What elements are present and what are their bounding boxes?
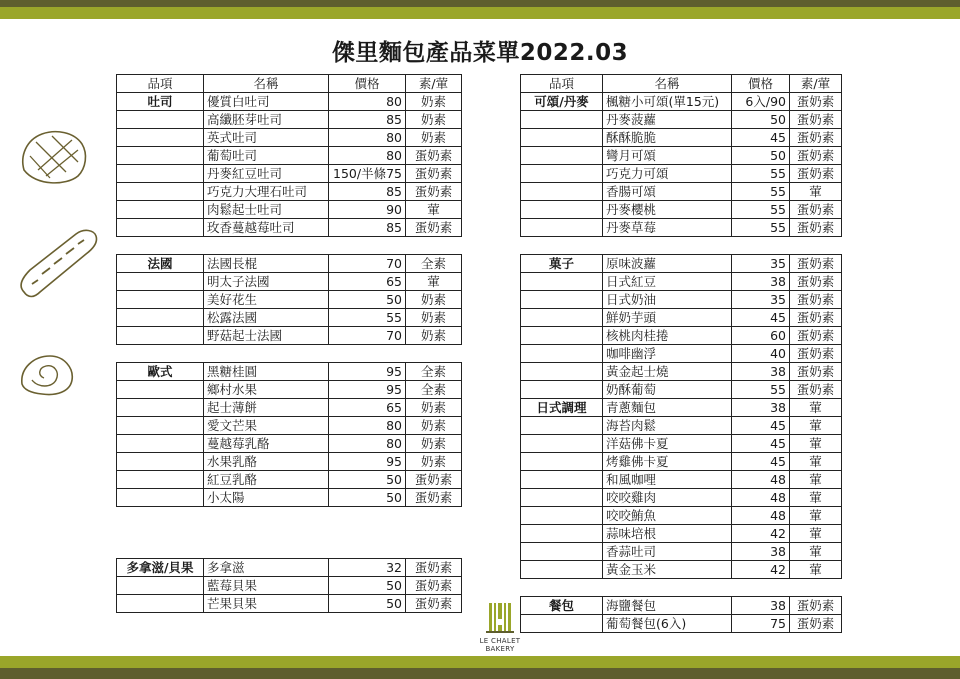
item-type: 奶素: [406, 129, 462, 147]
table-row: [521, 147, 842, 165]
table-row: [521, 381, 842, 399]
item-name: 法國長棍: [204, 255, 329, 273]
item-type: 奶素: [406, 93, 462, 111]
item-price: 95: [329, 381, 406, 399]
table-row: [521, 453, 842, 471]
item-price: 80: [329, 147, 406, 165]
header-type: 素/葷: [406, 75, 462, 93]
item-type: 全素: [406, 363, 462, 381]
category-cell: [521, 309, 603, 327]
spacer-row: [117, 507, 462, 525]
item-price: 85: [329, 183, 406, 201]
bakery-logo: [466, 603, 534, 653]
category-cell: [521, 183, 603, 201]
item-type: 葷: [790, 399, 842, 417]
spacer-row: [117, 237, 462, 255]
item-price: 65: [329, 273, 406, 291]
item-type: 蛋奶素: [790, 309, 842, 327]
table-row: [521, 201, 842, 219]
item-type: 蛋奶素: [790, 93, 842, 111]
category-cell: [521, 507, 603, 525]
item-type: 奶素: [406, 327, 462, 345]
category-cell: [521, 219, 603, 237]
item-price: 45: [732, 309, 790, 327]
table-row: [521, 309, 842, 327]
category-cell: [521, 327, 603, 345]
category-cell: [117, 309, 204, 327]
category-cell: [117, 435, 204, 453]
category-cell: [521, 147, 603, 165]
menu-table-right: [520, 74, 842, 633]
table-row: [521, 489, 842, 507]
item-name: 蒜味培根: [603, 525, 732, 543]
bread-loaf-icon: [16, 126, 92, 188]
item-name: 丹麥菠蘿: [603, 111, 732, 129]
item-type: 蛋奶素: [406, 219, 462, 237]
item-name: 原味波蘿: [603, 255, 732, 273]
header-price: 價格: [732, 75, 790, 93]
table-row: [117, 273, 462, 291]
item-name: 海苔肉鬆: [603, 417, 732, 435]
item-price: 55: [732, 381, 790, 399]
item-name: 咬咬鮪魚: [603, 507, 732, 525]
category-cell: [521, 561, 603, 579]
category-cell: [521, 381, 603, 399]
table-row: [117, 93, 462, 111]
category-cell: 歐式: [117, 363, 204, 381]
category-cell: 餐包: [521, 597, 603, 615]
category-cell: [521, 417, 603, 435]
table-row: [521, 273, 842, 291]
table-row: [117, 595, 462, 613]
item-type: 奶素: [406, 453, 462, 471]
item-price: 85: [329, 111, 406, 129]
category-cell: [521, 345, 603, 363]
item-price: 48: [732, 489, 790, 507]
item-type: 蛋奶素: [790, 381, 842, 399]
category-cell: [521, 543, 603, 561]
item-name: 芒果貝果: [204, 595, 329, 613]
table-row: [521, 615, 842, 633]
table-row: [117, 129, 462, 147]
item-type: 葷: [790, 561, 842, 579]
item-price: 45: [732, 453, 790, 471]
item-price: 55: [329, 309, 406, 327]
table-row: [521, 417, 842, 435]
item-type: 蛋奶素: [790, 147, 842, 165]
item-price: 80: [329, 435, 406, 453]
logo-text: LE CHALET BAKERY: [479, 637, 521, 653]
item-price: 35: [732, 255, 790, 273]
page-title: 傑里麵包產品菜單2022.03: [331, 40, 629, 66]
header-category: 品項: [521, 75, 603, 93]
item-price: 50: [329, 291, 406, 309]
category-cell: 吐司: [117, 93, 204, 111]
menu-table-left: [116, 74, 462, 613]
item-name: 英式吐司: [204, 129, 329, 147]
item-price: 38: [732, 543, 790, 561]
category-cell: [117, 273, 204, 291]
item-type: 蛋奶素: [790, 129, 842, 147]
category-cell: [117, 453, 204, 471]
top-olive-band: [0, 7, 960, 19]
item-name: 青蔥麵包: [603, 399, 732, 417]
item-price: 80: [329, 93, 406, 111]
item-name: 丹麥櫻桃: [603, 201, 732, 219]
table-row: [117, 559, 462, 577]
item-type: 葷: [790, 417, 842, 435]
item-name: 藍莓貝果: [204, 577, 329, 595]
spacer-row: [117, 524, 462, 541]
item-type: 蛋奶素: [790, 255, 842, 273]
category-cell: [521, 453, 603, 471]
category-cell: [117, 381, 204, 399]
item-name: 烤雞佛卡夏: [603, 453, 732, 471]
item-type: 葷: [790, 183, 842, 201]
item-name: 酥酥脆脆: [603, 129, 732, 147]
item-type: 葷: [406, 201, 462, 219]
category-cell: [117, 595, 204, 613]
category-cell: [117, 165, 204, 183]
item-type: 蛋奶素: [406, 147, 462, 165]
item-name: 蔓越莓乳酪: [204, 435, 329, 453]
item-type: 葷: [790, 543, 842, 561]
item-name: 咖啡幽浮: [603, 345, 732, 363]
item-type: 奶素: [406, 417, 462, 435]
item-type: 蛋奶素: [790, 327, 842, 345]
table-row: [521, 435, 842, 453]
item-type: 蛋奶素: [790, 363, 842, 381]
item-type: 蛋奶素: [790, 597, 842, 615]
category-cell: [521, 129, 603, 147]
bottom-olive-band: [0, 656, 960, 668]
item-name: 美好花生: [204, 291, 329, 309]
spacer-row: [117, 541, 462, 559]
table-row: [117, 309, 462, 327]
category-cell: [521, 201, 603, 219]
item-price: 55: [732, 183, 790, 201]
item-type: 奶素: [406, 435, 462, 453]
item-name: 彎月可頌: [603, 147, 732, 165]
spacer-row: [521, 237, 842, 255]
item-type: 葷: [406, 273, 462, 291]
item-type: 葷: [790, 489, 842, 507]
item-name: 香腸可頌: [603, 183, 732, 201]
item-type: 蛋奶素: [790, 291, 842, 309]
table-row: [117, 219, 462, 237]
item-name: 愛文芒果: [204, 417, 329, 435]
spacer-row: [521, 579, 842, 597]
item-price: 80: [329, 417, 406, 435]
item-name: 玫香蔓越莓吐司: [204, 219, 329, 237]
item-type: 葷: [790, 525, 842, 543]
item-price: 70: [329, 255, 406, 273]
item-price: 85: [329, 219, 406, 237]
item-name: 小太陽: [204, 489, 329, 507]
table-row: [521, 129, 842, 147]
item-type: 奶素: [406, 399, 462, 417]
category-cell: 可頌/丹麥: [521, 93, 603, 111]
item-name: 和風咖哩: [603, 471, 732, 489]
item-type: 蛋奶素: [790, 165, 842, 183]
item-name: 優質白吐司: [204, 93, 329, 111]
table-row: [521, 183, 842, 201]
item-price: 42: [732, 525, 790, 543]
item-price: 40: [732, 345, 790, 363]
item-name: 核桃肉桂捲: [603, 327, 732, 345]
item-price: 48: [732, 507, 790, 525]
item-price: 95: [329, 363, 406, 381]
table-row: [117, 255, 462, 273]
header-row: [521, 75, 842, 93]
item-name: 明太子法國: [204, 273, 329, 291]
item-name: 多拿滋: [204, 559, 329, 577]
item-name: 葡萄餐包(6入): [603, 615, 732, 633]
table-row: [117, 327, 462, 345]
table-row: [521, 327, 842, 345]
table-row: [521, 255, 842, 273]
item-name: 巧克力大理石吐司: [204, 183, 329, 201]
item-type: 奶素: [406, 309, 462, 327]
item-price: 55: [732, 219, 790, 237]
table-row: [117, 417, 462, 435]
header-name: 名稱: [204, 75, 329, 93]
category-cell: [521, 291, 603, 309]
table-row: [117, 111, 462, 129]
spacer-row: [117, 345, 462, 363]
item-name: 楓糖小可頌(單15元): [603, 93, 732, 111]
item-type: 全素: [406, 255, 462, 273]
table-row: [521, 93, 842, 111]
item-price: 32: [329, 559, 406, 577]
category-cell: [521, 525, 603, 543]
item-type: 蛋奶素: [406, 471, 462, 489]
table-row: [521, 219, 842, 237]
table-row: [521, 543, 842, 561]
baguette-icon: [14, 226, 100, 304]
item-price: 48: [732, 471, 790, 489]
table-row: [117, 201, 462, 219]
item-name: 巧克力可頌: [603, 165, 732, 183]
item-name: 咬咬雞肉: [603, 489, 732, 507]
item-type: 葷: [790, 471, 842, 489]
category-cell: [117, 147, 204, 165]
item-name: 鄉村水果: [204, 381, 329, 399]
category-cell: [117, 219, 204, 237]
item-price: 38: [732, 273, 790, 291]
category-cell: [117, 183, 204, 201]
item-price: 50: [732, 111, 790, 129]
item-price: 75: [732, 615, 790, 633]
table-row: [521, 471, 842, 489]
category-cell: [117, 291, 204, 309]
item-type: 蛋奶素: [790, 273, 842, 291]
table-row: [117, 489, 462, 507]
item-type: 葷: [790, 453, 842, 471]
category-cell: [521, 435, 603, 453]
category-cell: [521, 489, 603, 507]
item-type: 蛋奶素: [790, 345, 842, 363]
item-name: 肉鬆起士吐司: [204, 201, 329, 219]
item-type: 葷: [790, 507, 842, 525]
table-row: [117, 453, 462, 471]
item-name: 海鹽餐包: [603, 597, 732, 615]
header-price: 價格: [329, 75, 406, 93]
category-cell: 多拿滋/貝果: [117, 559, 204, 577]
item-price: 45: [732, 417, 790, 435]
item-name: 丹麥紅豆吐司: [204, 165, 329, 183]
chalet-logo-icon: [486, 603, 514, 633]
item-name: 奶酥葡萄: [603, 381, 732, 399]
category-cell: [117, 399, 204, 417]
item-price: 150/半條75: [329, 165, 406, 183]
item-price: 50: [329, 471, 406, 489]
item-price: 45: [732, 435, 790, 453]
category-cell: [521, 363, 603, 381]
item-type: 葷: [790, 435, 842, 453]
category-cell: [521, 471, 603, 489]
table-row: [117, 183, 462, 201]
item-price: 90: [329, 201, 406, 219]
item-type: 蛋奶素: [406, 559, 462, 577]
category-cell: [117, 471, 204, 489]
item-price: 38: [732, 363, 790, 381]
table-row: [117, 577, 462, 595]
item-price: 50: [329, 595, 406, 613]
item-price: 50: [732, 147, 790, 165]
header-category: 品項: [117, 75, 204, 93]
item-name: 葡萄吐司: [204, 147, 329, 165]
item-name: 黑糖桂圓: [204, 363, 329, 381]
table-row: [521, 597, 842, 615]
table-row: [521, 111, 842, 129]
item-name: 鮮奶芋頭: [603, 309, 732, 327]
table-row: [117, 399, 462, 417]
item-name: 黃金玉米: [603, 561, 732, 579]
item-price: 50: [329, 577, 406, 595]
item-type: 蛋奶素: [790, 615, 842, 633]
item-name: 松露法國: [204, 309, 329, 327]
cinnamon-roll-icon: [16, 350, 78, 398]
item-price: 55: [732, 201, 790, 219]
table-row: [521, 345, 842, 363]
table-row: [117, 165, 462, 183]
item-price: 38: [732, 597, 790, 615]
item-type: 蛋奶素: [790, 201, 842, 219]
item-price: 55: [732, 165, 790, 183]
table-row: [117, 291, 462, 309]
header-type: 素/葷: [790, 75, 842, 93]
item-name: 黃金起士燒: [603, 363, 732, 381]
category-cell: [117, 489, 204, 507]
category-cell: 日式調理: [521, 399, 603, 417]
item-name: 紅豆乳酪: [204, 471, 329, 489]
item-price: 50: [329, 489, 406, 507]
item-type: 蛋奶素: [406, 165, 462, 183]
item-price: 80: [329, 129, 406, 147]
item-name: 水果乳酪: [204, 453, 329, 471]
table-row: [117, 363, 462, 381]
table-row: [521, 507, 842, 525]
item-name: 洋菇佛卡夏: [603, 435, 732, 453]
category-cell: [117, 577, 204, 595]
item-type: 蛋奶素: [790, 219, 842, 237]
item-type: 蛋奶素: [406, 577, 462, 595]
bottom-dark-band: [0, 668, 960, 679]
item-price: 70: [329, 327, 406, 345]
item-price: 95: [329, 453, 406, 471]
item-name: 起士薄餅: [204, 399, 329, 417]
item-price: 45: [732, 129, 790, 147]
category-cell: [521, 273, 603, 291]
item-price: 38: [732, 399, 790, 417]
item-type: 奶素: [406, 111, 462, 129]
top-dark-band: [0, 0, 960, 7]
item-price: 42: [732, 561, 790, 579]
item-price: 35: [732, 291, 790, 309]
item-name: 日式奶油: [603, 291, 732, 309]
category-cell: [521, 165, 603, 183]
table-row: [521, 561, 842, 579]
table-row: [117, 471, 462, 489]
item-price: 60: [732, 327, 790, 345]
item-name: 丹麥草莓: [603, 219, 732, 237]
table-row: [117, 147, 462, 165]
table-row: [521, 525, 842, 543]
category-cell: [521, 111, 603, 129]
table-row: [521, 291, 842, 309]
category-cell: [117, 111, 204, 129]
item-name: 香蒜吐司: [603, 543, 732, 561]
table-row: [521, 363, 842, 381]
header-name: 名稱: [603, 75, 732, 93]
item-type: 蛋奶素: [406, 489, 462, 507]
item-price: 65: [329, 399, 406, 417]
table-row: [521, 165, 842, 183]
category-cell: [117, 417, 204, 435]
item-type: 蛋奶素: [406, 595, 462, 613]
item-type: 蛋奶素: [406, 183, 462, 201]
category-cell: [117, 327, 204, 345]
category-cell: [117, 201, 204, 219]
table-row: [117, 435, 462, 453]
item-name: 日式紅豆: [603, 273, 732, 291]
item-type: 蛋奶素: [790, 111, 842, 129]
item-name: 高纖胚芽吐司: [204, 111, 329, 129]
table-row: [521, 399, 842, 417]
header-row: [117, 75, 462, 93]
table-row: [117, 381, 462, 399]
category-cell: [117, 129, 204, 147]
item-type: 奶素: [406, 291, 462, 309]
category-cell: 菓子: [521, 255, 603, 273]
category-cell: 法國: [117, 255, 204, 273]
item-type: 全素: [406, 381, 462, 399]
item-price: 6入/90: [732, 93, 790, 111]
item-name: 野菇起士法國: [204, 327, 329, 345]
